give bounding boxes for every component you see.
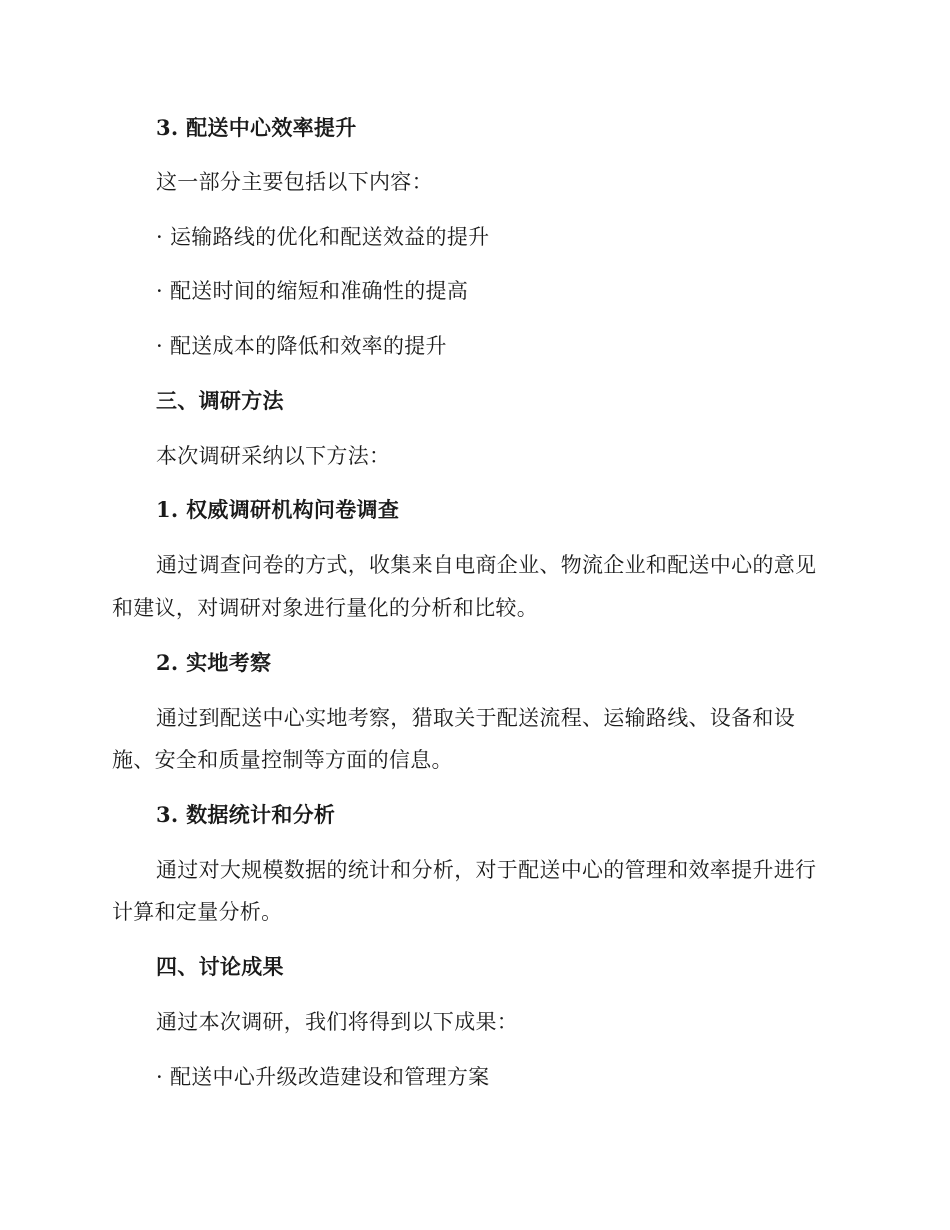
subheading-method-data-analysis: 3. 数据统计和分析 bbox=[156, 802, 336, 827]
bullet-item: · 配送成本的降低和效率的提升 bbox=[156, 334, 447, 358]
section-heading-research-methods: 三、调研方法 bbox=[156, 388, 284, 413]
paragraph-intro-methods: 本次调研采纳以下方法： bbox=[156, 444, 391, 468]
bullet-item: · 配送中心升级改造建设和管理方案 bbox=[156, 1065, 490, 1089]
paragraph-method-data-analysis-line-2: 计算和定量分析。 bbox=[112, 900, 283, 924]
paragraph-method-survey-line-1: 通过调查问卷的方式，收集来自电商企业、物流企业和配送中心的意见 bbox=[156, 553, 817, 577]
paragraph-method-field-visit-line-2: 施、安全和质量控制等方面的信息。 bbox=[112, 748, 453, 772]
paragraph-intro-results: 通过本次调研，我们将得到以下成果： bbox=[156, 1010, 519, 1034]
paragraph-method-data-analysis-line-1: 通过对大规模数据的统计和分析，对于配送中心的管理和效率提升进行 bbox=[156, 858, 817, 882]
subheading-method-field-visit: 2. 实地考察 bbox=[156, 650, 272, 675]
subheading-method-survey: 1. 权威调研机构问卷调查 bbox=[156, 497, 400, 522]
bullet-item: · 运输路线的优化和配送效益的提升 bbox=[156, 225, 490, 249]
paragraph-intro-this-part: 这一部分主要包括以下内容： bbox=[156, 170, 433, 194]
section-heading-results: 四、讨论成果 bbox=[156, 954, 284, 979]
bullet-item: · 配送时间的缩短和准确性的提高 bbox=[156, 279, 469, 303]
subheading-delivery-efficiency: 3. 配送中心效率提升 bbox=[156, 115, 357, 140]
paragraph-method-field-visit-line-1: 通过到配送中心实地考察，猎取关于配送流程、运输路线、设备和设 bbox=[156, 706, 795, 730]
paragraph-method-survey-line-2: 和建议，对调研对象进行量化的分析和比较。 bbox=[112, 596, 538, 620]
